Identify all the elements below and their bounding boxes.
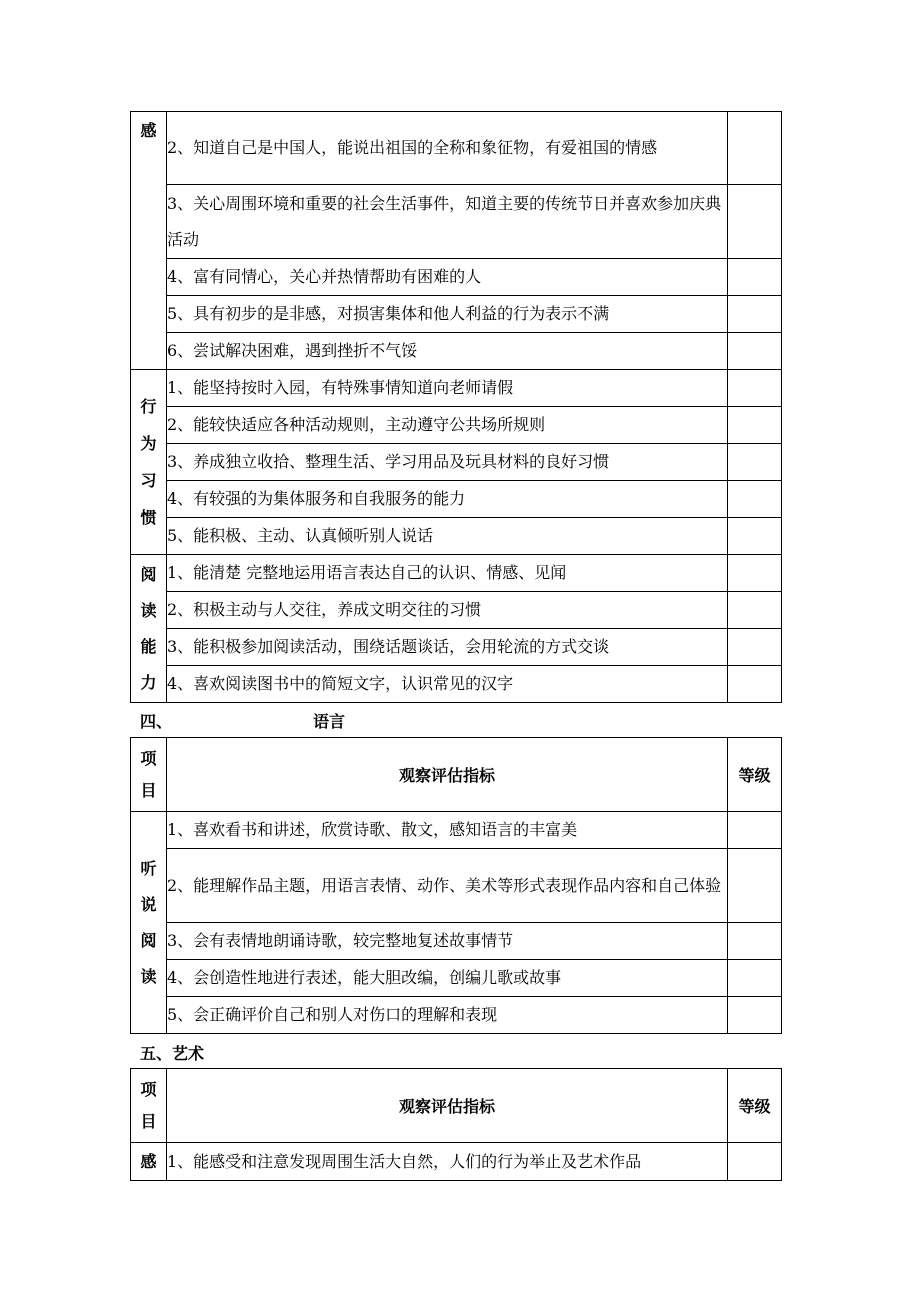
- grade-cell[interactable]: [728, 666, 782, 703]
- indicator-text: 2、能理解作品主题，用语言表情、动作、美术等形式表现作品内容和自己体验: [167, 849, 728, 923]
- grade-cell[interactable]: [728, 481, 782, 518]
- grade-cell[interactable]: [728, 444, 782, 481]
- grade-cell[interactable]: [728, 960, 782, 997]
- category-char: 阅: [140, 564, 157, 584]
- section-heading-art: [140, 1041, 204, 1064]
- header-char: 目: [140, 780, 157, 800]
- indicator-text: 6、尝试解决困难，遇到挫折不气馁: [167, 333, 728, 370]
- table-row: [131, 960, 782, 997]
- table-row: [131, 1143, 782, 1181]
- indicator-text: 2、能较快适应各种活动规则，主动遵守公共场所规则: [167, 407, 728, 444]
- indicator-text: 2、积极主动与人交往，养成文明交往的习惯: [167, 592, 728, 629]
- table-row: [131, 812, 782, 849]
- table-language: [130, 737, 782, 1034]
- grade-cell[interactable]: [728, 518, 782, 555]
- table-row: [131, 923, 782, 960]
- indicator-text: 5、会正确评价自己和别人对伤口的理解和表现: [167, 997, 728, 1034]
- table-row: [131, 518, 782, 555]
- header-char: 项: [140, 1079, 157, 1099]
- category-char: 阅: [140, 930, 157, 950]
- category-char: 读: [140, 600, 157, 620]
- category-char: 行: [140, 397, 157, 416]
- table-art: [130, 1068, 782, 1181]
- grade-cell[interactable]: [728, 296, 782, 333]
- indicator-text: 4、有较强的为集体服务和自我服务的能力: [167, 481, 728, 518]
- table-row: [131, 555, 782, 592]
- table-row: [131, 370, 782, 407]
- section-heading-language: [140, 709, 346, 732]
- category-char: 说: [140, 894, 157, 914]
- grade-cell[interactable]: [728, 849, 782, 923]
- table-row: [131, 592, 782, 629]
- header-char: 目: [140, 1111, 157, 1131]
- table-header-row: [131, 738, 782, 812]
- table-row: [131, 629, 782, 666]
- header-item: [131, 738, 167, 812]
- category-char: 惯: [140, 508, 157, 527]
- grade-cell[interactable]: [728, 1143, 782, 1181]
- indicator-text: 1、能清楚 完整地运用语言表达自己的认识、情感、见闻: [167, 555, 728, 592]
- table-row: [131, 997, 782, 1034]
- header-grade: 等级: [728, 738, 782, 812]
- indicator-text: 3、养成独立收拾、整理生活、学习用品及玩具材料的良好习惯: [167, 444, 728, 481]
- indicator-text: 5、具有初步的是非感，对损害集体和他人利益的行为表示不满: [167, 296, 728, 333]
- table-row: [131, 296, 782, 333]
- section-title: 语言: [313, 712, 346, 731]
- table-row: [131, 849, 782, 923]
- table-row: [131, 481, 782, 518]
- header-indicator: 观察评估指标: [167, 1069, 728, 1143]
- table-header-row: [131, 1069, 782, 1143]
- indicator-text: 2、知道自己是中国人，能说出祖国的全称和象征物，有爱祖国的情感: [167, 112, 728, 185]
- category-char: 能: [140, 636, 157, 656]
- grade-cell[interactable]: [728, 370, 782, 407]
- grade-cell[interactable]: [728, 112, 782, 185]
- indicator-text: 5、能积极、主动、认真倾听别人说话: [167, 518, 728, 555]
- indicator-text: 3、能积极参加阅读活动，围绕话题谈话，会用轮流的方式交谈: [167, 629, 728, 666]
- category-behavior-habits: [131, 370, 167, 555]
- grade-cell[interactable]: [728, 812, 782, 849]
- category-gan: 感: [131, 112, 167, 370]
- indicator-text: 1、喜欢看书和讲述，欣赏诗歌、散文，感知语言的丰富美: [167, 812, 728, 849]
- indicator-text: 4、会创造性地进行表述，能大胆改编，创编儿歌或故事: [167, 960, 728, 997]
- table-row: [131, 185, 782, 259]
- indicator-text: 3、关心周围环境和重要的社会生活事件，知道主要的传统节日并喜欢参加庆典活动: [167, 185, 728, 259]
- indicator-text: 4、喜欢阅读图书中的简短文字，认识常见的汉字: [167, 666, 728, 703]
- table-row: [131, 333, 782, 370]
- table-social-emotional: [130, 111, 782, 703]
- indicator-text: 1、能感受和注意发现周围生活大自然，人们的行为举止及艺术作品: [167, 1143, 728, 1181]
- category-reading-ability: [131, 555, 167, 703]
- header-indicator: 观察评估指标: [167, 738, 728, 812]
- category-listen-speak-read: [131, 812, 167, 1034]
- table-row: [131, 112, 782, 185]
- indicator-text: 1、能坚持按时入园，有特殊事情知道向老师请假: [167, 370, 728, 407]
- indicator-text: 4、富有同情心，关心并热情帮助有困难的人: [167, 259, 728, 296]
- section-number: 四、: [140, 712, 173, 731]
- category-char: 听: [140, 858, 157, 878]
- section-title: 五、艺术: [140, 1044, 205, 1063]
- category-char: 力: [140, 672, 157, 692]
- grade-cell[interactable]: [728, 592, 782, 629]
- grade-cell[interactable]: [728, 333, 782, 370]
- grade-cell[interactable]: [728, 555, 782, 592]
- category-char: 读: [140, 966, 157, 986]
- grade-cell[interactable]: [728, 407, 782, 444]
- grade-cell[interactable]: [728, 997, 782, 1034]
- header-grade: 等级: [728, 1069, 782, 1143]
- grade-cell[interactable]: [728, 259, 782, 296]
- category-char: 为: [140, 434, 157, 453]
- table-row: [131, 407, 782, 444]
- table-row: [131, 444, 782, 481]
- grade-cell[interactable]: [728, 629, 782, 666]
- table-row: [131, 259, 782, 296]
- indicator-text: 3、会有表情地朗诵诗歌，较完整地复述故事情节: [167, 923, 728, 960]
- table-row: [131, 666, 782, 703]
- grade-cell[interactable]: [728, 185, 782, 259]
- category-char: 习: [140, 471, 157, 490]
- header-item: [131, 1069, 167, 1143]
- grade-cell[interactable]: [728, 923, 782, 960]
- category-gan: 感: [131, 1143, 167, 1181]
- header-char: 项: [140, 748, 157, 768]
